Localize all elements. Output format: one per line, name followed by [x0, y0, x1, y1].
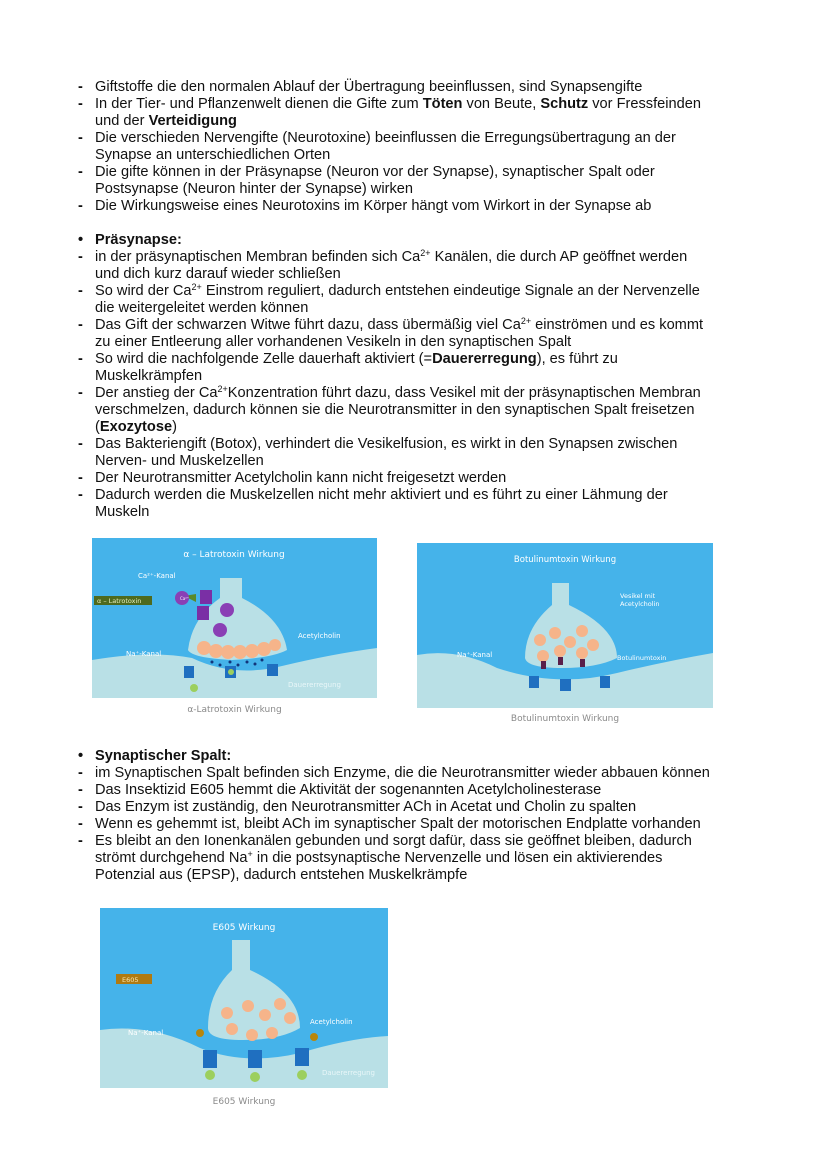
list-item-text: So wird der Ca	[95, 283, 192, 299]
list-item-text: Der anstieg der Ca	[95, 385, 218, 401]
latrotoxin-caption: α-Latrotoxin Wirkung	[187, 705, 282, 715]
list-item-text: strömt durchgehend Na	[95, 850, 248, 866]
text-line	[78, 249, 778, 266]
list-item-text: Verteidigung	[148, 113, 237, 129]
list-item-text: und dich kurz darauf wieder schließen	[95, 266, 341, 282]
botulinumtoxin-label: Botulinumtoxin	[617, 654, 667, 662]
bullet-marker: -	[78, 79, 83, 95]
text-line	[78, 96, 778, 113]
acetylcholin-label: Acetylcholin	[298, 632, 341, 640]
bullet-marker: -	[78, 833, 83, 849]
list-item-text: So wird die nachfolgende Zelle dauerhaft aktiviert (=	[95, 351, 433, 367]
text-line	[78, 232, 778, 249]
bullet-marker: -	[78, 782, 83, 798]
list-item-text: 2+	[520, 316, 532, 326]
bullet-marker: -	[78, 816, 83, 832]
e605-caption: E605 Wirkung	[212, 1097, 276, 1107]
text-line	[78, 334, 778, 351]
botulinum-diagram	[417, 543, 713, 708]
text-line	[78, 487, 778, 504]
na-kanal-label: Na⁺-Kanal	[128, 1029, 164, 1037]
bullet-marker: •	[78, 232, 84, 248]
text-line	[78, 385, 778, 402]
bullet-marker: -	[78, 249, 83, 265]
list-item-text: 2+	[420, 248, 431, 258]
bullet-marker: -	[78, 436, 83, 452]
list-item-text: 2+	[191, 282, 202, 292]
list-item-text: Muskelkrämpfen	[95, 368, 203, 384]
bullet-marker: -	[78, 283, 83, 299]
list-item-text: Die Wirkungsweise eines Neurotoxins im Körper hängt vom Wirkort in der Synapse ab	[95, 198, 652, 214]
text-line	[78, 748, 778, 765]
list-item-text: Das Bakteriengift (Botox), verhindert die Vesikelfusion, es wirkt in den Synapsen zwischen	[95, 436, 678, 452]
bullet-marker: -	[78, 470, 83, 486]
text-line	[78, 765, 778, 782]
bullet-marker: -	[78, 385, 83, 401]
dauererregung-label: Dauererregung	[322, 1069, 375, 1077]
text-line	[78, 816, 778, 833]
list-item-text: vor Fressfeinden	[588, 96, 701, 112]
text-line	[78, 867, 778, 884]
bullet-marker: -	[78, 96, 83, 112]
list-item-text: Das Gift der schwarzen Witwe führt dazu, dass übermäßig viel Ca	[95, 317, 521, 333]
section-heading: Präsynapse:	[95, 232, 182, 248]
bullet-marker: -	[78, 317, 83, 333]
diagram-title: α – Latrotoxin Wirkung	[183, 550, 285, 560]
text-line	[78, 181, 778, 198]
acetylcholin-label: Acetylcholin	[310, 1018, 353, 1026]
bullet-marker: -	[78, 765, 83, 781]
list-item-text: Dadurch werden die Muskelzellen nicht mehr aktiviert und es führt zu einer Lähmung der	[95, 487, 668, 503]
list-item-text: Muskeln	[95, 504, 150, 520]
list-item-text: in die postsynaptische Nervenzelle und lösen ein aktivierendes	[252, 850, 663, 866]
na-channel-icon	[184, 666, 194, 678]
list-item-text: Es bleibt an den Ionenkanälen gebunden und sorgt dafür, dass sie geöffnet bleiben, dadurch	[95, 833, 692, 849]
list-item-text: +	[247, 849, 253, 859]
text-line	[78, 113, 778, 130]
na-kanal-label: Na⁺-Kanal	[457, 651, 493, 659]
text-line	[78, 198, 778, 215]
na-channel-icon	[203, 1050, 217, 1068]
bullet-marker: •	[78, 748, 84, 764]
ca-ion-label: Ca²⁺	[180, 596, 189, 601]
text-line	[78, 300, 778, 317]
vesikel-label-2: Acetylcholin	[620, 600, 660, 608]
text-line	[78, 436, 778, 453]
list-item-text: Potenzial aus (EPSP), dadurch entstehen Muskelkrämpfe	[95, 867, 468, 883]
toxin-label: α – Latrotoxin	[97, 597, 142, 605]
list-item-text: im Synaptischen Spalt befinden sich Enzyme, die die Neurotransmitter wieder abbauen können	[95, 765, 710, 781]
text-line	[78, 368, 778, 385]
list-item-text: Synapse an unterschiedlichen Orten	[95, 147, 331, 163]
text-line	[78, 130, 778, 147]
list-item-text: Exozytose	[99, 419, 173, 435]
vesikel-label: Vesikel mit	[620, 592, 656, 600]
list-item-text: zu einer Entleerung aller vorhandenen Vesikeln in den synaptischen Spalt	[95, 334, 572, 350]
list-item-text: Wenn es gehemmt ist, bleibt ACh im synaptischer Spalt der motorischen Endplatte vorhanden	[95, 816, 701, 832]
text-line	[78, 453, 778, 470]
list-item-text: Giftstoffe die den normalen Ablauf der Übertragung beeinflussen, sind Synapsengifte	[95, 79, 643, 95]
na-kanal-label: Na⁺-Kanal	[126, 650, 162, 658]
list-item-text: Der Neurotransmitter Acetylcholin kann nicht freigesetzt werden	[95, 470, 507, 486]
list-item-text: Postsynapse (Neuron hinter der Synapse) wirken	[95, 181, 413, 197]
section-heading: Synaptischer Spalt:	[95, 748, 232, 764]
botulinum-caption: Botulinumtoxin Wirkung	[510, 714, 620, 724]
text-line	[78, 402, 778, 419]
list-item-text: (	[95, 419, 100, 435]
list-item-text: und der	[95, 113, 149, 129]
text-line	[78, 504, 778, 521]
latrotoxin-diagram	[92, 538, 377, 698]
list-item-text: Kanälen, die durch AP geöffnet werden	[430, 249, 688, 265]
list-item-text: Das Insektizid E605 hemmt die Aktivität der sogenannten Acetylcholinesterase	[95, 782, 602, 798]
synaptischer-spalt-section	[78, 748, 778, 884]
bullet-marker: -	[78, 487, 83, 503]
list-item-text: Die verschieden Nervengifte (Neurotoxine) beeinflussen die Erregungsübertragung an der	[95, 130, 676, 146]
text-line	[78, 147, 778, 164]
bullet-marker: -	[78, 351, 83, 367]
list-item-text: Dauererregung	[432, 351, 537, 367]
list-item-text: Nerven- und Muskelzellen	[95, 453, 264, 469]
list-item-text: einströmen und es kommt	[531, 317, 704, 333]
text-line	[78, 79, 778, 96]
list-item-text: Konzentration führt dazu, dass Vesikel mit der präsynaptischen Membran	[227, 385, 701, 401]
list-item-text: Das Enzym ist zuständig, den Neurotransmitter ACh in Acetat und Cholin zu spalten	[95, 799, 637, 815]
list-item-text: von Beute,	[462, 96, 541, 112]
diagram-title: Botulinumtoxin Wirkung	[513, 555, 617, 565]
list-item-text: verschmelzen, dadurch können sie die Neurotransmitter in den synaptischen Spalt freisetzen	[95, 402, 695, 418]
text-line	[78, 470, 778, 487]
text-line	[78, 782, 778, 799]
bullet-marker: -	[78, 164, 83, 180]
dauererregung-label: Dauererregung	[288, 681, 341, 689]
list-item-text: in der präsynaptischen Membran befinden sich Ca	[95, 249, 421, 265]
bullet-marker: -	[78, 130, 83, 146]
text-line	[78, 283, 778, 300]
text-line	[78, 351, 778, 368]
text-line	[78, 164, 778, 181]
praesynapse-section	[78, 232, 778, 521]
list-item-text: ), es führt zu	[536, 351, 618, 367]
text-line	[78, 850, 778, 867]
text-line	[78, 419, 778, 436]
list-item-text: 2+	[217, 384, 228, 394]
na-channel-icon	[529, 676, 539, 688]
bullet-marker: -	[78, 799, 83, 815]
text-line	[78, 799, 778, 816]
text-line	[78, 317, 778, 334]
list-item-text: Töten	[422, 96, 463, 112]
e605-diagram	[100, 908, 388, 1088]
list-item-text: )	[172, 419, 177, 435]
list-item-text: In der Tier- und Pflanzenwelt dienen die Gifte zum	[95, 96, 423, 112]
text-line	[78, 833, 778, 850]
list-item-text: Die gifte können in der Präsynapse (Neuron vor der Synapse), synaptischer Spalt oder	[95, 164, 655, 180]
intro-list	[78, 79, 778, 215]
diagram-title: E605 Wirkung	[212, 923, 276, 933]
e605-label: E605	[122, 976, 139, 984]
list-item-text: die weitergeleitet werden können	[95, 300, 309, 316]
bullet-marker: -	[78, 198, 83, 214]
list-item-text: Schutz	[540, 96, 589, 112]
text-line	[78, 266, 778, 283]
list-item-text: Einstrom reguliert, dadurch entstehen eindeutige Signale an der Nervenzelle	[201, 283, 700, 299]
ca-kanal-label: Ca²⁺-Kanal	[138, 572, 176, 580]
ca-channel-icon	[200, 590, 212, 604]
